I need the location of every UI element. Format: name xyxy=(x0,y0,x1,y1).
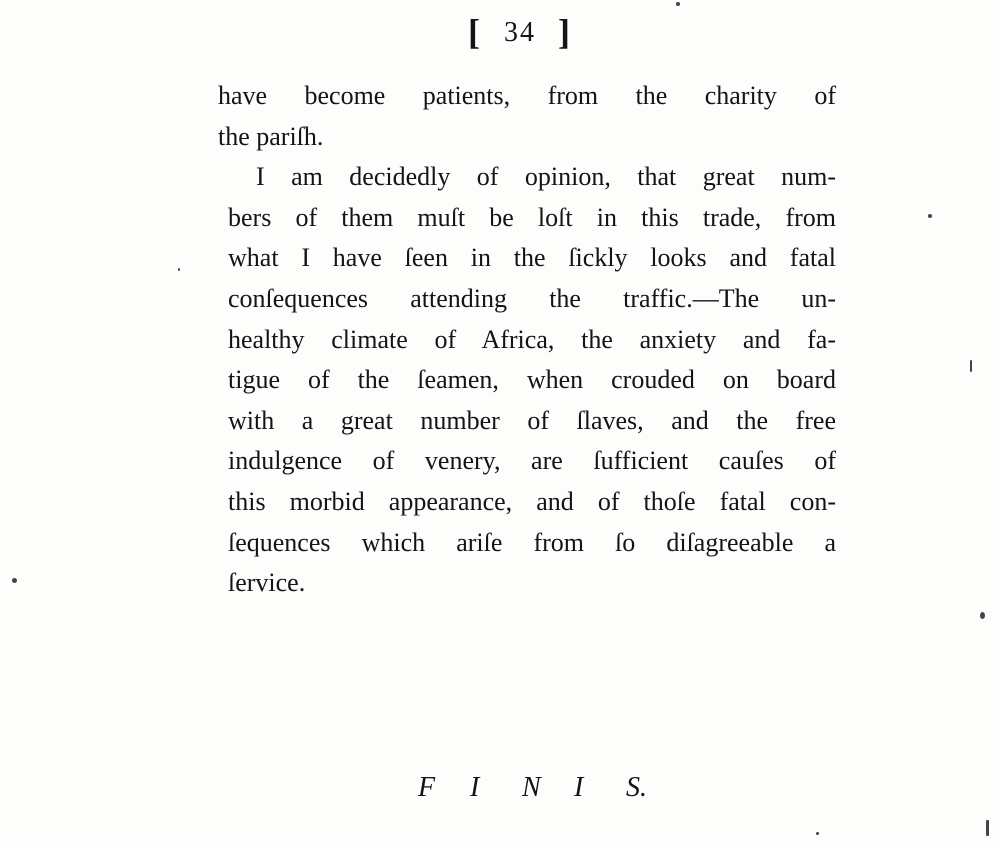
scan-speck xyxy=(980,612,985,619)
finis-letter: S. xyxy=(626,772,647,803)
text-line: what I have ſeen in the ſickly looks and fatal xyxy=(228,243,836,273)
left-bracket: [ xyxy=(468,12,482,52)
text-line: the pariſh. xyxy=(218,121,324,151)
text-line: conſequences attending the traffic.—The un- xyxy=(228,283,836,313)
text-line: healthy climate of Africa, the anxiety and fa- xyxy=(228,324,836,354)
text-line: bers of them muſt be loſt in this trade, from xyxy=(228,202,836,232)
scan-speck xyxy=(928,214,932,218)
text-line: with a great number of ſlaves, and the free xyxy=(228,405,836,435)
finis-letter: F xyxy=(418,772,436,803)
text-line: indulgence of venery, are ſufficient cauſes of xyxy=(228,446,836,476)
scan-speck xyxy=(816,832,819,835)
text-line: ſequences which ariſe from ſo diſagreeable a xyxy=(228,527,836,557)
body-text xyxy=(218,76,836,604)
scan-speck xyxy=(676,2,680,6)
text-line: this morbid appearance, and of thoſe fatal con- xyxy=(228,486,836,516)
scan-speck xyxy=(12,578,17,583)
finis-letter: N xyxy=(522,772,541,803)
finis-letter: I xyxy=(470,772,480,803)
text-line: ſervice. xyxy=(228,568,306,598)
right-bracket: ] xyxy=(558,12,572,52)
finis-letter: I xyxy=(574,772,584,803)
page-number: 34 xyxy=(504,17,536,48)
scan-speck xyxy=(970,360,972,372)
page-header xyxy=(420,10,620,54)
paragraph-start-line: I am decidedly of opinion, that great num- xyxy=(256,162,836,192)
finis-mark xyxy=(418,772,678,804)
text-line: tigue of the ſeamen, when crouded on board xyxy=(228,365,836,395)
scan-speck xyxy=(986,820,989,836)
scan-speck xyxy=(178,268,180,271)
text-line: have become patients, from the charity of xyxy=(218,81,836,110)
